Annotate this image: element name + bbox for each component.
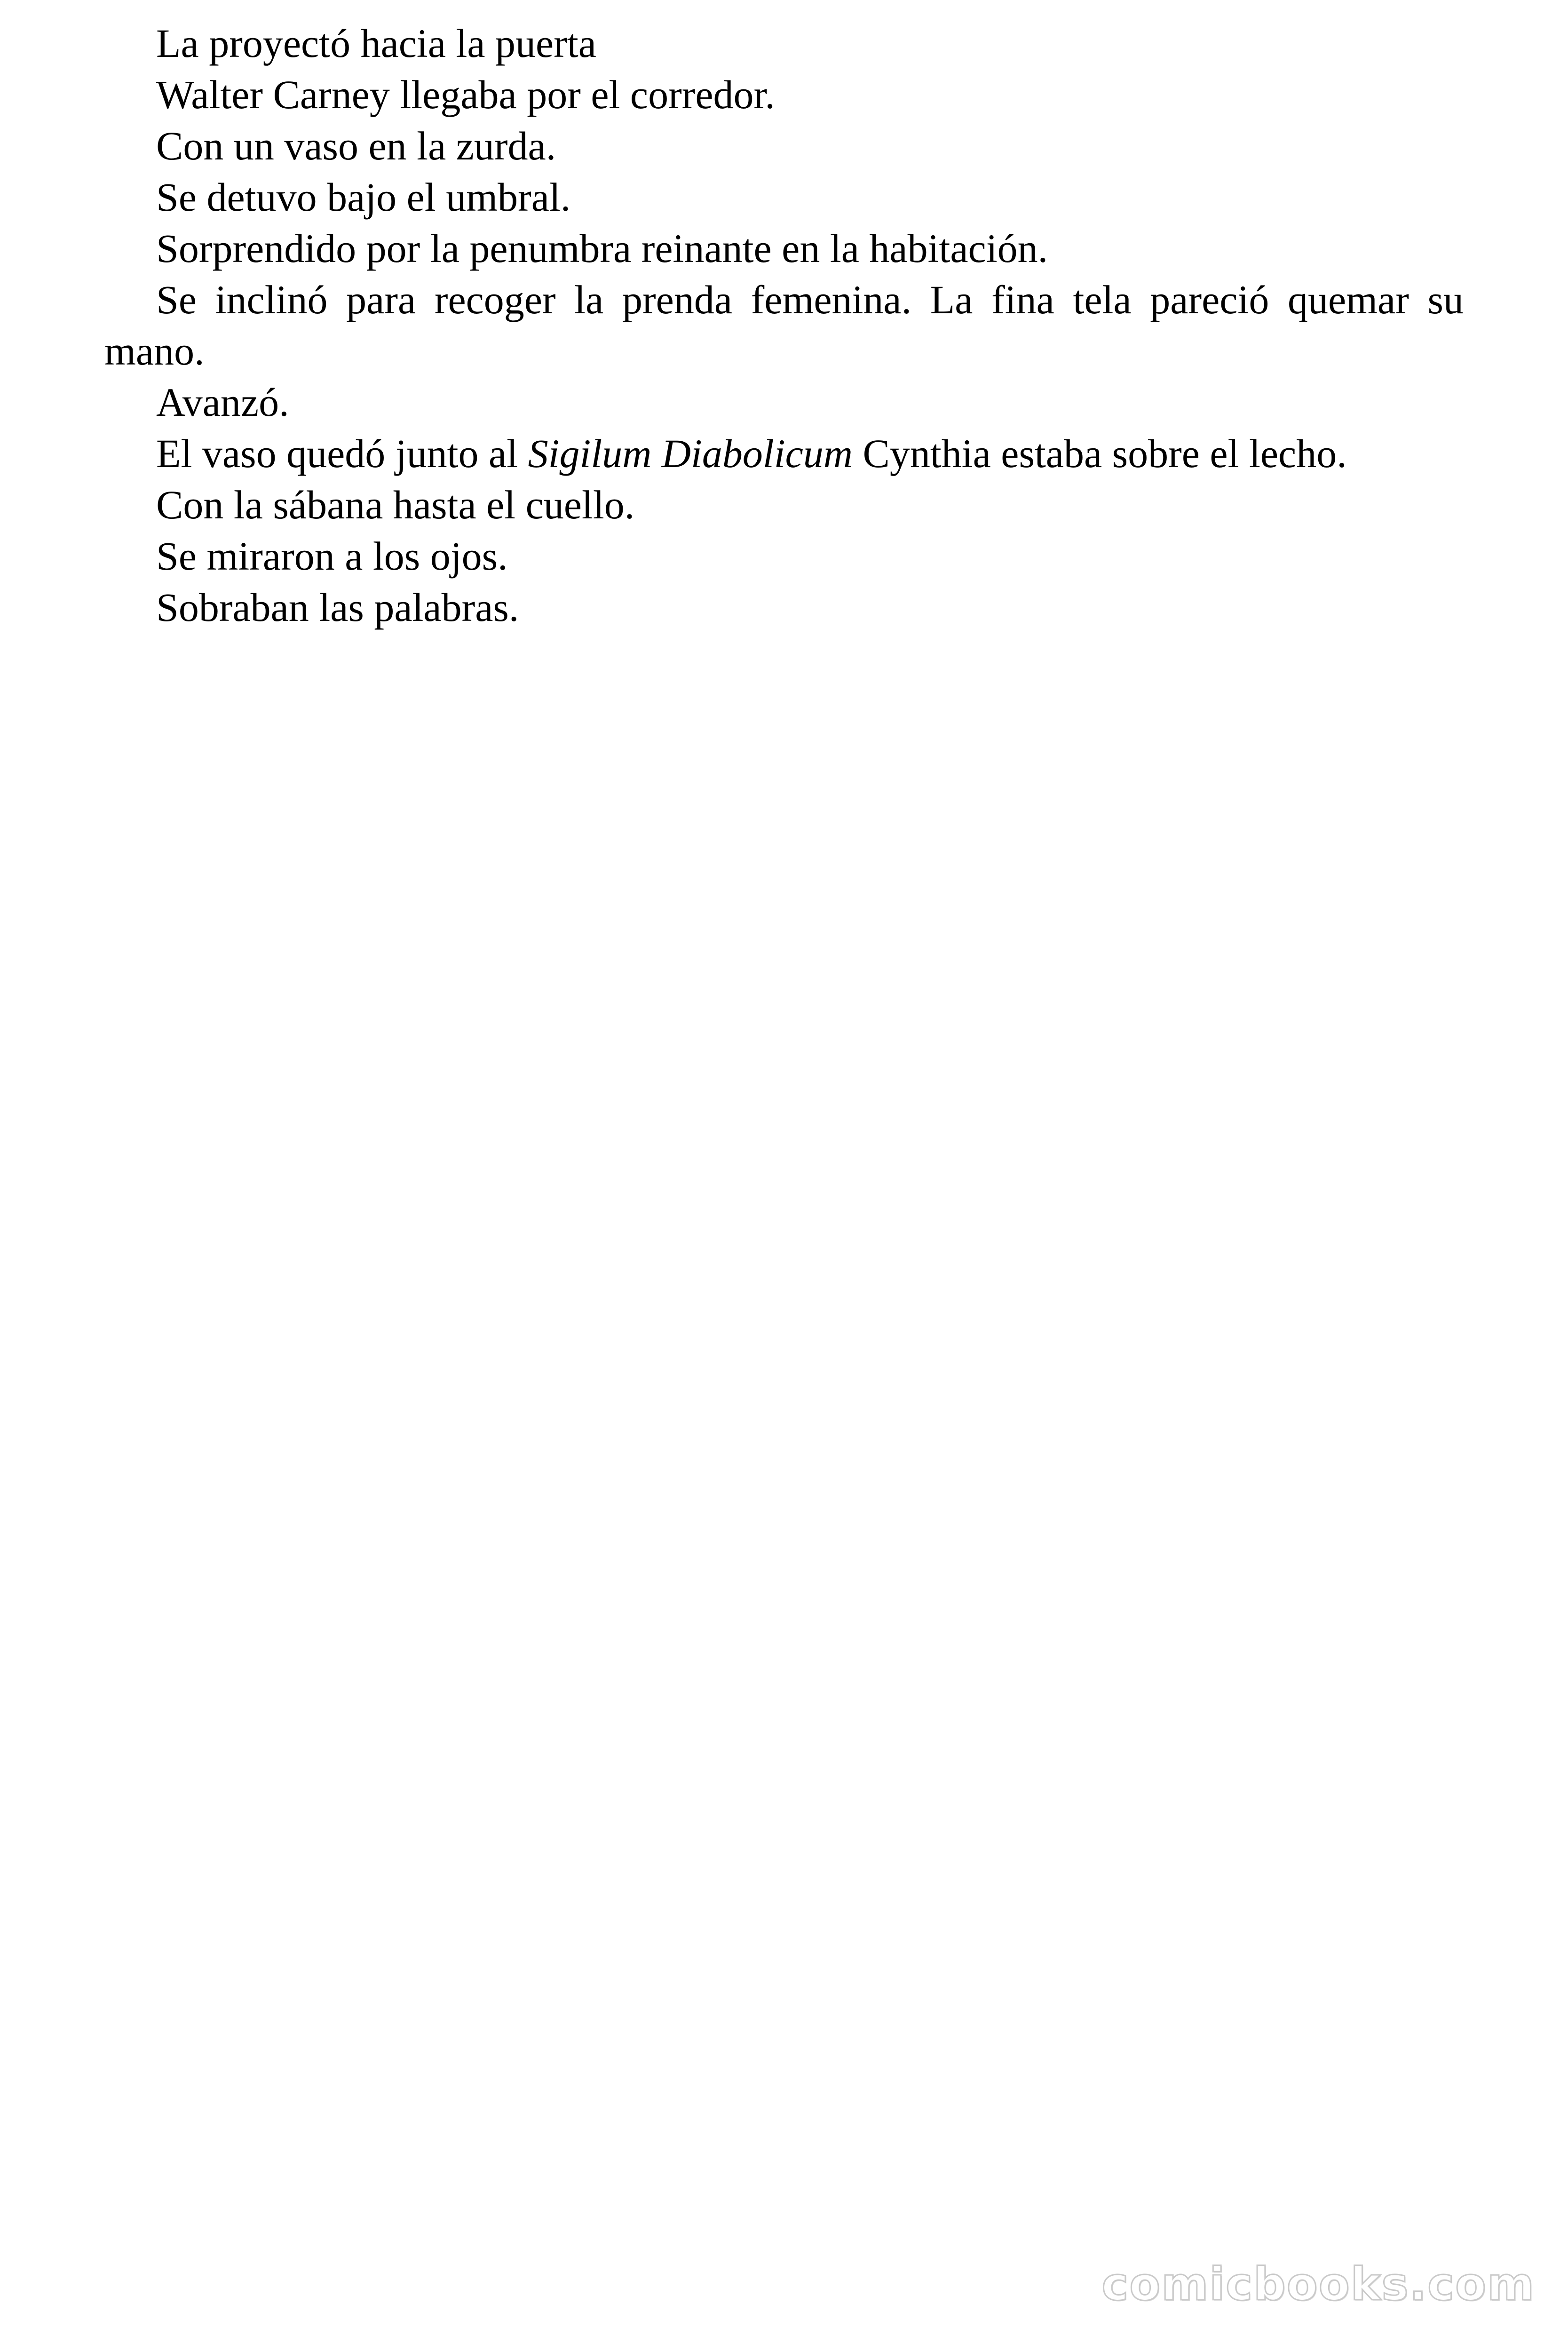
paragraph: Se miraron a los ojos.: [156, 533, 508, 579]
paragraph: Sorprendido por la penumbra reinante en la habitación.: [156, 226, 1048, 271]
paragraph: Walter Carney llegaba por el corredor.: [156, 72, 775, 117]
italic-title: Sigilum Diabolicum: [528, 431, 853, 476]
paragraph: Se inclinó para recoger la prenda femenina. La fina tela pareció quemar su mano.: [104, 277, 1464, 373]
paragraph: La proyectó hacia la puerta: [156, 21, 596, 66]
paragraph-with-italic: [104, 428, 1464, 479]
paragraph: Con un vaso en la zurda.: [156, 123, 556, 168]
paragraph: Avanzó.: [156, 380, 289, 425]
body-text: [104, 18, 1464, 633]
watermark: comicbooks.com: [1101, 2258, 1535, 2311]
paragraph-text: Cynthia estaba sobre el lecho.: [852, 431, 1347, 476]
paragraph: Sobraban las palabras.: [156, 585, 519, 630]
paragraph: Con la sábana hasta el cuello.: [156, 482, 635, 527]
paragraph-text: El vaso quedó junto al: [156, 431, 528, 476]
paragraph: Se detuvo bajo el umbral.: [156, 175, 571, 220]
